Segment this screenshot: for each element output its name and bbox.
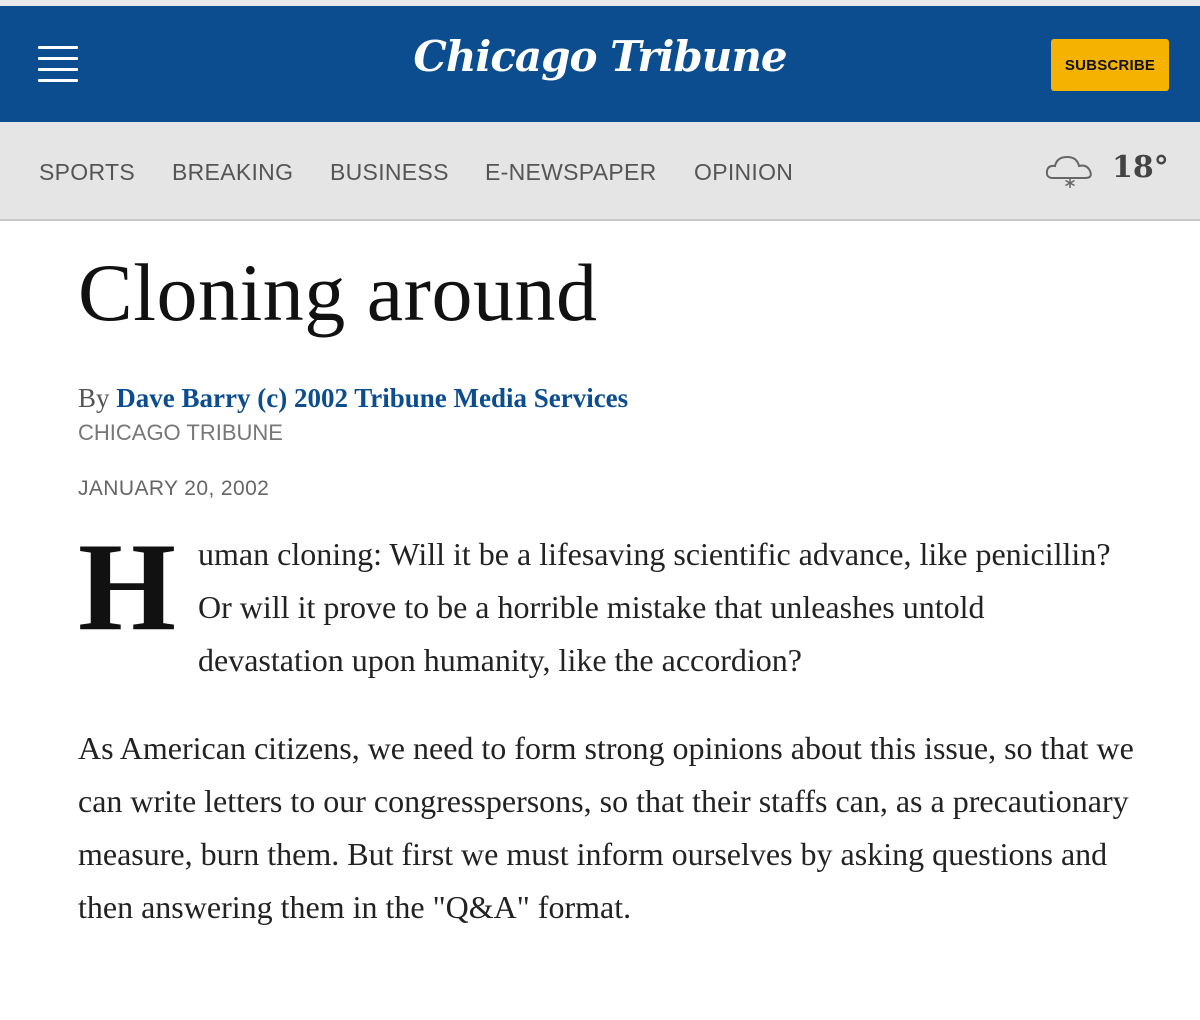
top-header-bar [0, 0, 1200, 122]
section-nav [0, 122, 1200, 221]
article-byline [78, 383, 628, 414]
paragraph-1-text: uman cloning: Will it be a lifesaving scientific advance, like penicillin? Or will it prove to be a horrible mistake that unleashes untold devastation upon humanity, like the accordion? [198, 536, 1111, 678]
nav-item-sports[interactable]: SPORTS [39, 159, 135, 185]
subscribe-button[interactable]: SUBSCRIBE [1051, 39, 1169, 91]
author-link[interactable]: Dave Barry (c) 2002 Tribune Media Services [116, 383, 629, 413]
article-source: CHICAGO TRIBUNE [78, 420, 283, 445]
site-logo[interactable]: Chicago Tribune [413, 32, 787, 81]
article-paragraph-1 [78, 518, 1138, 687]
temperature-readout: 18° [1112, 150, 1169, 185]
nav-item-breaking[interactable]: BREAKING [172, 159, 294, 185]
nav-item-opinion[interactable]: OPINION [694, 159, 794, 185]
article-headline: Cloning around [78, 247, 598, 338]
nav-item-e-newspaper[interactable]: E-NEWSPAPER [485, 159, 657, 185]
nav-item-business[interactable]: BUSINESS [330, 159, 449, 185]
article-paragraph-2: As American citizens, we need to form strong opinions about this issue, so that we can write letters to our congresspersons, so that their staffs can, as a precautionary measure, burn them. But first we must inform ourselves by asking questions and then answering them in the "Q&A" format. [78, 730, 1134, 925]
drop-cap: H [78, 518, 177, 657]
byline-prefix: By [78, 383, 117, 413]
cloud-snow-icon[interactable] [1043, 150, 1097, 190]
article-date: JANUARY 20, 2002 [78, 477, 270, 500]
